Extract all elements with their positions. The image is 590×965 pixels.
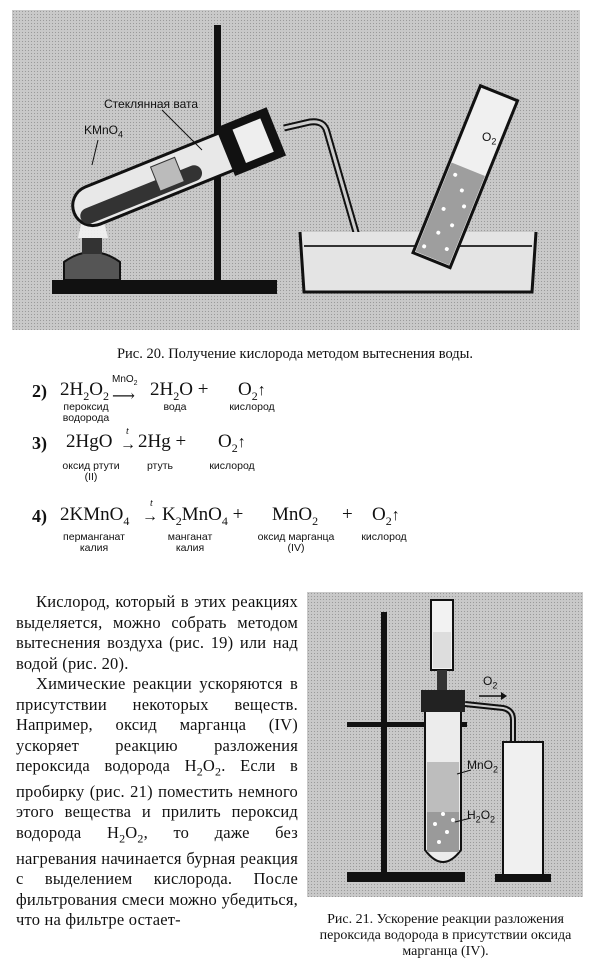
figure-21-caption: Рис. 21. Ускорение реакции разложения пероксида водорода в присутствии оксида марганца (IV). [319,912,572,959]
stand-rod [381,612,387,874]
paragraph-1: Кислород, который в этих реакциях выделяется, можно собрать методом вытеснения воздуха (рис. 19) или над водой (рис. 20). [16,592,298,673]
kmno4-label: KMnO$_4$ [84,123,124,140]
stand-base [52,280,277,294]
equation-3-product-mercury: 2Hg + [138,431,187,452]
equation-2-reactant: $2H_2O_2$ [60,379,109,403]
equation-4-product-manganate: $K_2MnO_4$ + [162,504,244,528]
o2-label: $O_2$ [483,674,498,691]
h2o2-label: $H_2O_2$ [467,808,496,825]
label-water: вода [163,401,187,413]
glass-wool-label: Стеклянная вата [104,97,199,111]
label-oxygen-2: кислород [229,401,275,413]
label-mercury: ртуть [146,460,174,472]
o2-label: $O_2$ [482,130,497,147]
label-mercury-oxide: оксид ртути (II) [62,460,120,483]
label-oxygen-3: кислород [209,460,255,472]
equation-4-product-oxygen: $O_2↑$ [372,504,400,528]
label-manganate: манганат калия [167,531,213,554]
equation-4-product-mno2: MnO$_2$ [272,504,319,528]
equation-2-arrow: ⟶ [112,388,135,405]
equation-3-reactant: 2HgO [66,431,113,452]
label-permanganate: перманганат калия [63,531,125,554]
body-text [16,592,298,931]
paragraph-2: Химические реакции ускоряются в присутствии некоторых веществ. Например, оксид марганца (IV) ускоряет реакцию разложения пероксида водорода $H_2O_2$. Если в пробирку (рис. 21) поместить немного этого вещества и прилить пероксид водорода $H_2O_2$, то даже без нагревания начинается бурная реакция с выделением кислорода. После фильтрования смеси можно убедиться, что на фильтре остает- [16,674,298,930]
label-hydrogen-peroxide: пероксид водорода [62,401,110,424]
equation-2-number: 2) [32,381,47,401]
equation-2-catalyst: MnO$_2$ [112,374,138,387]
label-manganese-oxide: оксид марганца (IV) [257,531,335,554]
equation-3-condition: t [126,426,129,437]
equation-4-arrow: → [142,508,158,525]
figure-20-caption: Рис. 20. Получение кислорода методом вытеснения воды. [116,346,474,362]
equation-4-number: 4) [32,506,47,526]
equation-2-product-water: $2H_2O$ + [150,379,209,403]
equation-3-product-oxygen: $O_2↑$ [218,431,246,455]
figure-21-illustration [307,592,583,897]
equation-3-arrow: → [120,436,136,453]
stand-base [347,872,465,882]
equation-2-product-oxygen: $O_2↑$ [238,379,266,403]
equation-3-number: 3) [32,433,47,453]
figure-20-illustration [12,10,580,330]
equation-4-plus: + [342,504,353,525]
burner [64,252,120,280]
catalysis-apparatus-drawing [307,592,583,897]
mno2-label: MnO$_2$ [467,758,499,775]
equation-4-reactant: 2KMnO$_4$ [60,504,130,528]
stopper [421,690,465,712]
collecting-cylinder [503,742,543,876]
label-oxygen-4: кислород [361,531,407,543]
equation-4-condition: t [150,498,153,509]
oxygen-collection-apparatus-drawing [12,10,580,330]
